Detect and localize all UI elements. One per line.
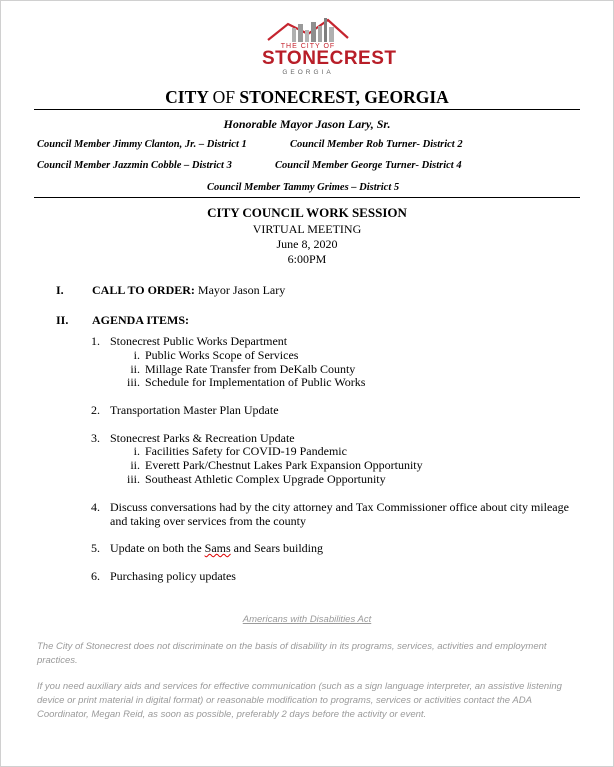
agenda-item-text: Discuss conversations had by the city attorney and Tax Commissioner office about city mileage bbox=[110, 500, 569, 514]
subitem-text: Southeast Athletic Complex Upgrade Opportunity bbox=[145, 472, 386, 486]
agenda-item-text: Stonecrest Parks & Recreation Update bbox=[110, 431, 295, 445]
agenda-item-number: 4. bbox=[91, 500, 100, 514]
subitem-numeral: i. bbox=[133, 444, 140, 458]
logo-top-text: THE CITY OF bbox=[280, 43, 336, 50]
session-time: 6:00PM bbox=[287, 252, 327, 266]
agenda-item-text-part: Update on both the bbox=[110, 541, 205, 555]
agenda-item-text: Purchasing policy updates bbox=[110, 569, 236, 583]
ada-paragraph-1: The City of Stonecrest does not discriminate on the basis of disability in its programs, services, activities and employment practices. bbox=[37, 641, 547, 666]
mayor-name: Honorable Mayor Jason Lary, Sr. bbox=[223, 117, 391, 131]
section-2-number: II. bbox=[56, 313, 69, 327]
title-divider bbox=[34, 109, 580, 110]
title-city: CITY bbox=[165, 87, 209, 107]
agenda-item-text-continued: and taking over services from the county bbox=[110, 514, 306, 528]
spellcheck-flagged-word: Sams bbox=[204, 541, 231, 555]
subitem-text: Schedule for Implementation of Public Works bbox=[145, 375, 366, 389]
agenda-items-label: AGENDA ITEMS: bbox=[92, 313, 190, 327]
subitem-text: Everett Park/Chestnut Lakes Park Expansion Opportunity bbox=[145, 458, 423, 472]
council-member-4: Council Member George Turner- District 4 bbox=[275, 160, 462, 171]
agenda-item-number: 6. bbox=[91, 569, 100, 583]
call-to-order bbox=[92, 283, 285, 298]
agenda-item-number: 1. bbox=[91, 334, 100, 348]
ada-paragraph-2: If you need auxiliary aids and services for effective communication (such as a sign language interpreter, an assistive listening device or print material in digital format) or reasonable modification to programs, services or activities contact the ADA Coordinator, Megan Reid, as soon as possible, preferably 2 days before the activity or event. bbox=[37, 681, 562, 720]
session-title: CITY COUNCIL WORK SESSION bbox=[207, 205, 407, 220]
agenda-item-number: 3. bbox=[91, 431, 100, 445]
council-member-2: Council Member Rob Turner- District 2 bbox=[290, 139, 463, 150]
subitem-numeral: ii. bbox=[130, 362, 140, 376]
subitem-numeral: ii. bbox=[130, 458, 140, 472]
city-logo bbox=[262, 14, 397, 78]
logo-name: STONECREST bbox=[262, 48, 397, 69]
subitem-numeral: iii. bbox=[126, 375, 140, 389]
call-to-order-label: CALL TO ORDER: bbox=[92, 283, 195, 297]
agenda-item-number: 2. bbox=[91, 403, 100, 417]
agenda-item-text bbox=[110, 541, 323, 556]
section-1-number: I. bbox=[56, 283, 64, 297]
agenda-item-text-part: and Sears building bbox=[230, 541, 323, 555]
ada-title: Americans with Disabilities Act bbox=[242, 614, 372, 625]
subitem-text: Millage Rate Transfer from DeKalb County bbox=[145, 362, 356, 376]
council-member-1: Council Member Jimmy Clanton, Jr. – District 1 bbox=[37, 139, 247, 150]
call-to-order-value: Mayor Jason Lary bbox=[197, 283, 286, 297]
document-title bbox=[0, 87, 614, 108]
council-member-5: Council Member Tammy Grimes – District 5 bbox=[207, 182, 400, 193]
council-member-3: Council Member Jazzmin Cobble – District 3 bbox=[37, 160, 232, 171]
subitem-numeral: iii. bbox=[126, 472, 140, 486]
title-rest: STONECREST, GEORGIA bbox=[239, 87, 449, 107]
subitem-text: Public Works Scope of Services bbox=[145, 348, 299, 362]
session-date: June 8, 2020 bbox=[276, 237, 338, 251]
session-type: VIRTUAL MEETING bbox=[252, 222, 362, 236]
agenda-item-text: Stonecrest Public Works Department bbox=[110, 334, 288, 348]
title-of: OF bbox=[212, 87, 236, 107]
subitem-text: Facilities Safety for COVID-19 Pandemic bbox=[145, 444, 347, 458]
logo-bottom-text: GEORGIA bbox=[282, 69, 334, 76]
council-divider bbox=[34, 197, 580, 198]
subitem-numeral: i. bbox=[133, 348, 140, 362]
agenda-item-text: Transportation Master Plan Update bbox=[110, 403, 279, 417]
agenda-item-number: 5. bbox=[91, 541, 100, 555]
